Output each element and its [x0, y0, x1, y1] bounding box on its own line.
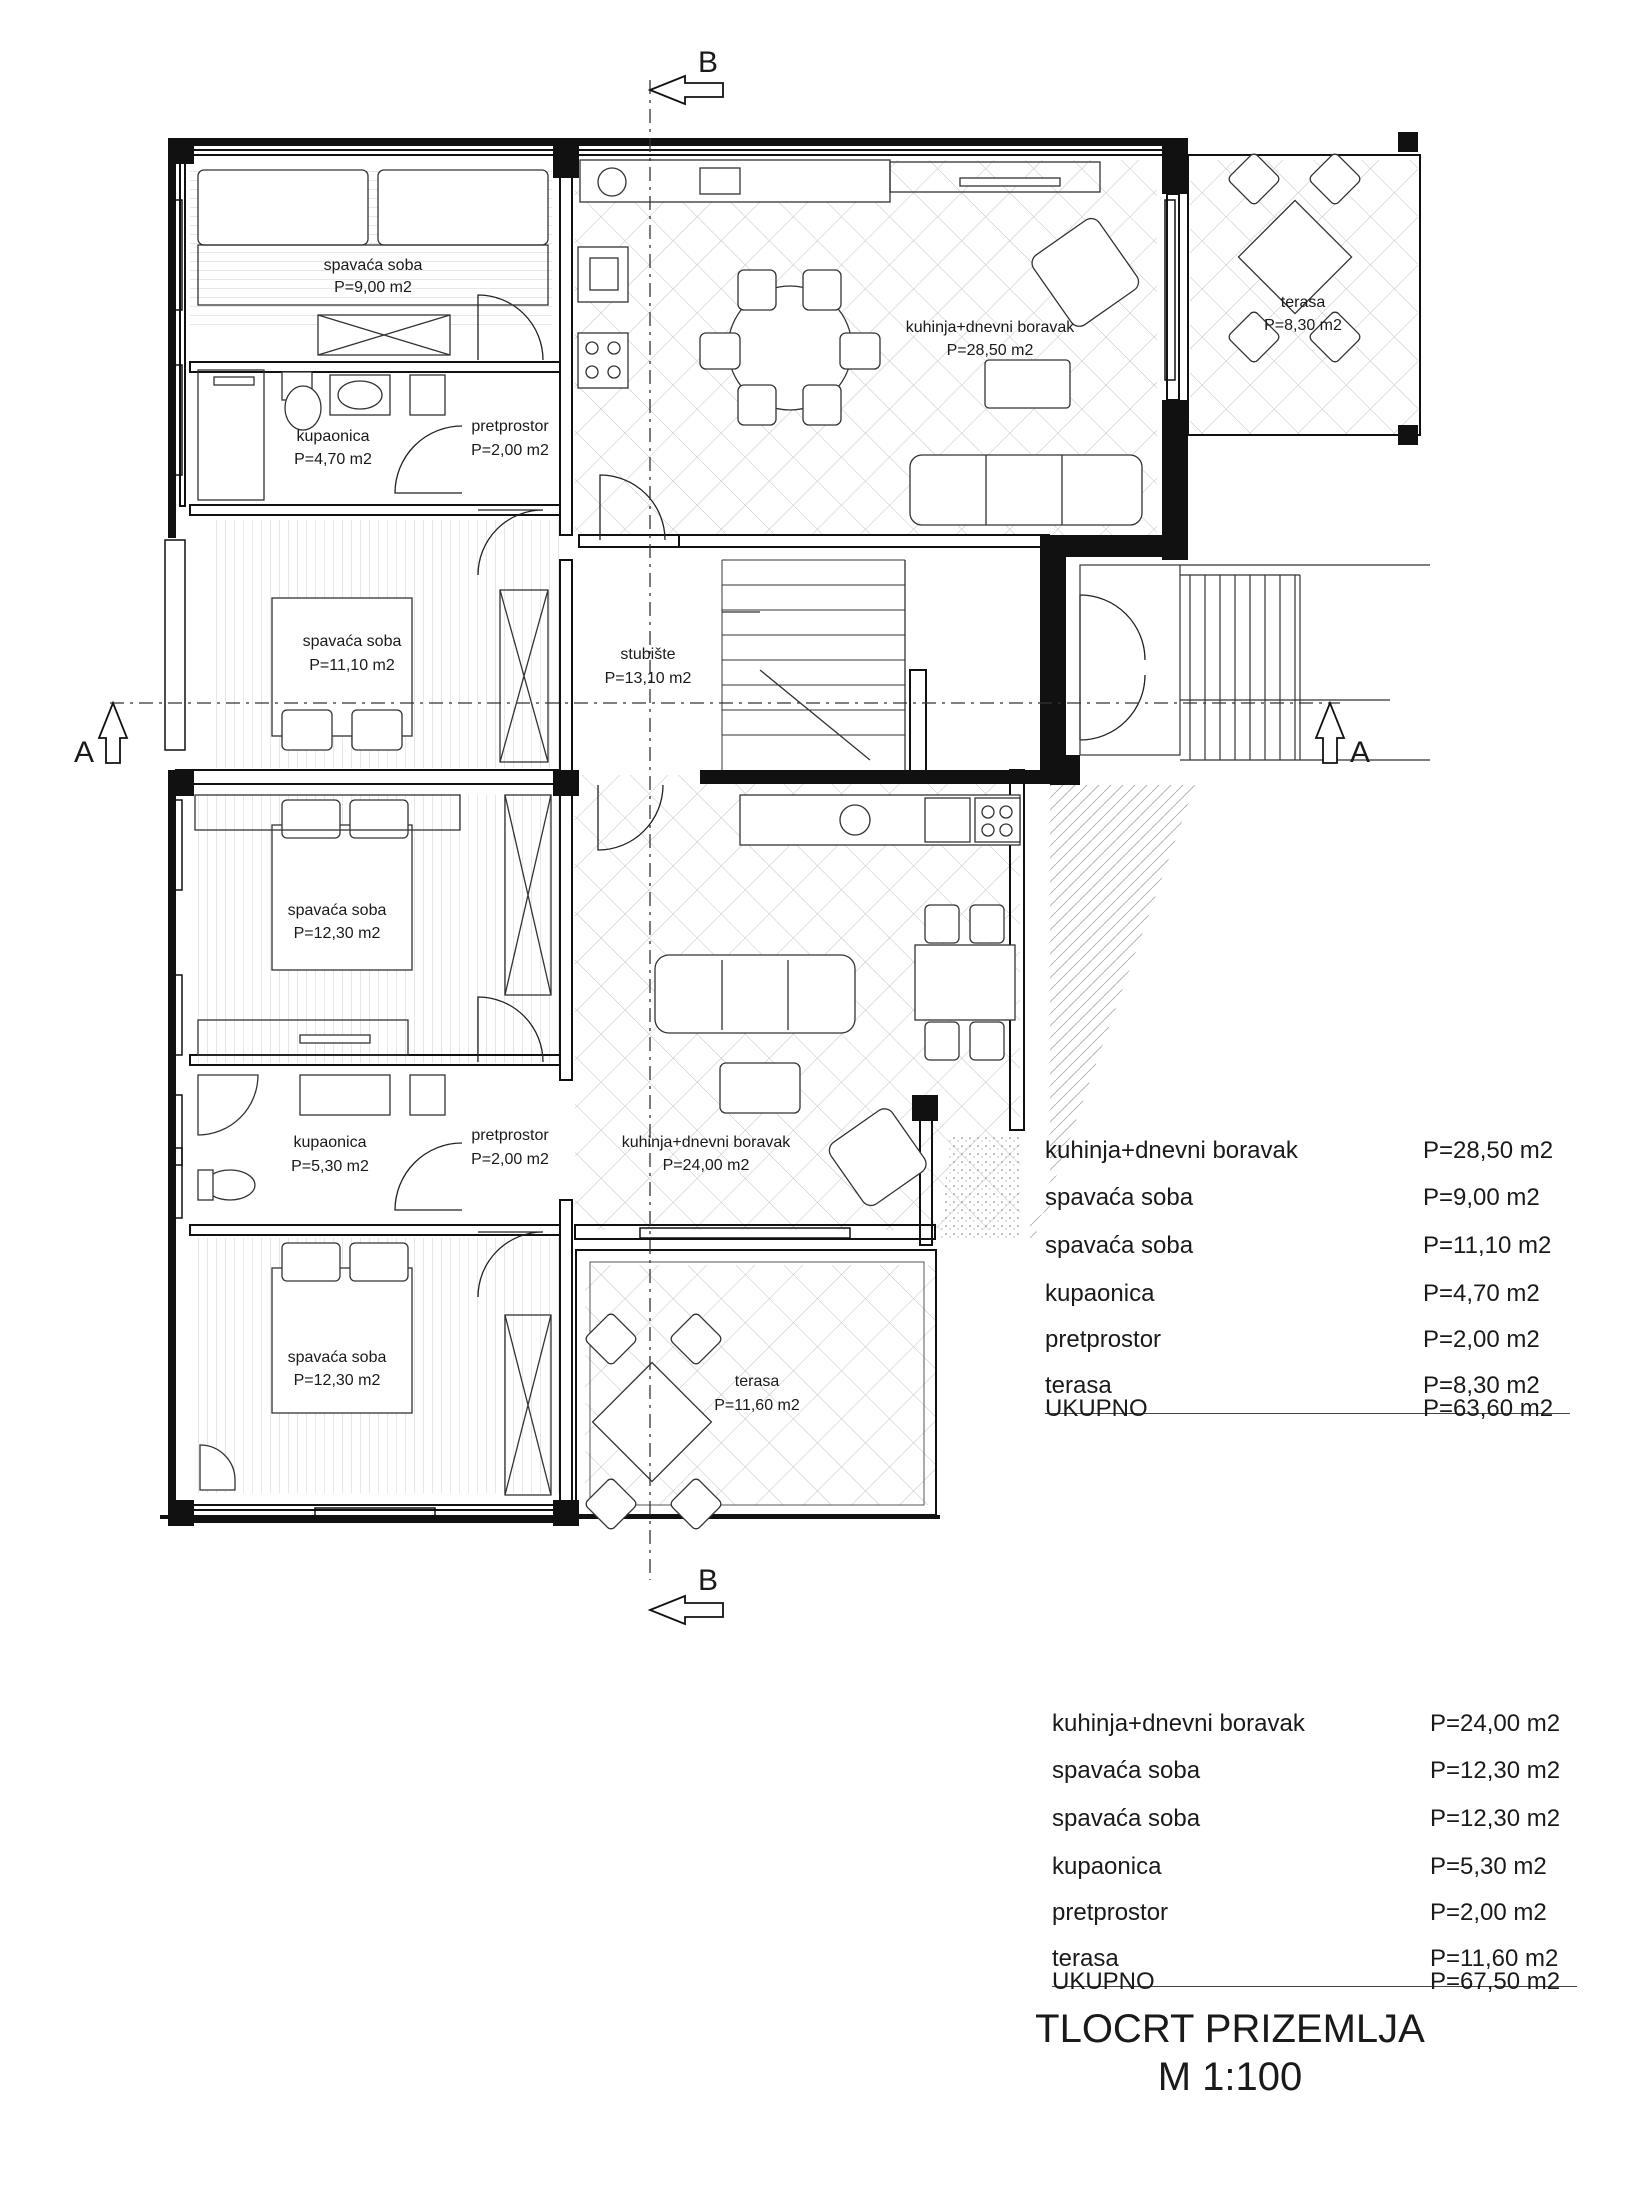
area-row [1052, 1805, 1582, 1837]
area-table-lower [1052, 1710, 1582, 1995]
area-table-upper [1045, 1137, 1575, 1422]
room-name-kitchen1: kuhinja+dnevni boravak [905, 319, 1075, 336]
entrance-stairs [1080, 565, 1430, 760]
area-row-value: P=2,00 m2 [1430, 1899, 1547, 1926]
area-row-name: kupaonica [1045, 1280, 1155, 1307]
area-row-value: P=9,00 m2 [1423, 1184, 1540, 1211]
area-row-name: spavaća soba [1045, 1184, 1194, 1211]
area-row-name: terasa [1052, 1945, 1119, 1972]
area-total-value: P=63,60 m2 [1423, 1395, 1554, 1422]
drawing-title-block [1010, 2005, 1450, 2101]
room-area-kitchen2: P=24,00 m2 [662, 1157, 750, 1174]
room-area-bed4: P=12,30 m2 [293, 1372, 381, 1389]
area-row-value: P=24,00 m2 [1430, 1710, 1561, 1737]
area-row-name: pretprostor [1045, 1326, 1162, 1353]
area-row-value: P=12,30 m2 [1430, 1757, 1561, 1784]
area-row-name: pretprostor [1052, 1899, 1169, 1926]
area-row-value: P=12,30 m2 [1430, 1805, 1561, 1832]
area-row-name: terasa [1045, 1372, 1112, 1399]
area-row [1045, 1137, 1575, 1169]
area-row-name: spavaća soba [1045, 1232, 1194, 1259]
room-area-bed1: P=9,00 m2 [334, 279, 412, 296]
section-mark-b-bottom: B [698, 1564, 719, 1597]
area-row-value: P=8,30 m2 [1423, 1372, 1540, 1399]
area-row [1045, 1280, 1575, 1312]
room-name-kitchen2: kuhinja+dnevni boravak [621, 1134, 791, 1151]
area-row-name: spavaća soba [1052, 1805, 1201, 1832]
room-name-terrace1: terasa [1280, 294, 1326, 311]
area-total-row [1045, 1395, 1575, 1427]
room-area-terrace1: P=8,30 m2 [1264, 317, 1342, 334]
area-row-value: P=4,70 m2 [1423, 1280, 1540, 1307]
drawing-scale: M 1:100 [1157, 2055, 1303, 2099]
area-row-name: spavaća soba [1052, 1757, 1201, 1784]
area-row-value: P=11,60 m2 [1430, 1945, 1559, 1972]
section-mark-b-top: B [698, 46, 719, 79]
area-row [1052, 1710, 1582, 1742]
room-name-stairs: stubište [620, 646, 676, 663]
section-mark-a-right: A [1350, 736, 1371, 769]
room-area-bath1: P=4,70 m2 [294, 451, 372, 468]
room-area-stairs: P=13,10 m2 [604, 670, 692, 687]
room-area-bed3: P=12,30 m2 [293, 925, 381, 942]
room-name-bath1: kupaonica [296, 428, 370, 445]
area-row-value: P=28,50 m2 [1423, 1137, 1554, 1164]
area-row [1052, 1899, 1582, 1931]
room-name-terrace2: terasa [734, 1373, 780, 1390]
area-row [1052, 1853, 1582, 1885]
area-total-row [1052, 1968, 1582, 2000]
room-name-bed3: spavaća soba [287, 902, 387, 919]
room-name-bed2: spavaća soba [302, 633, 402, 650]
area-total-value: P=67,50 m2 [1430, 1968, 1561, 1995]
room-name-bed1: spavaća soba [323, 257, 423, 274]
room-name-bath2: kupaonica [293, 1134, 367, 1151]
room-area-bed2: P=11,10 m2 [309, 657, 395, 674]
room-name-hall2: pretprostor [471, 1127, 549, 1144]
area-row-name: kuhinja+dnevni boravak [1045, 1137, 1298, 1164]
area-row [1045, 1326, 1575, 1358]
area-total-name: UKUPNO [1045, 1395, 1148, 1422]
area-row-value: P=2,00 m2 [1423, 1326, 1540, 1353]
room-area-hall1: P=2,00 m2 [471, 442, 549, 459]
area-total-name: UKUPNO [1052, 1968, 1155, 1995]
room-area-hall2: P=2,00 m2 [471, 1151, 549, 1168]
area-row-value: P=11,10 m2 [1423, 1232, 1552, 1259]
area-row [1045, 1184, 1575, 1216]
area-row-name: kupaonica [1052, 1853, 1162, 1880]
drawing-title: TLOCRT PRIZEMLJA [1035, 2007, 1425, 2051]
room-area-bath2: P=5,30 m2 [291, 1158, 369, 1175]
area-row-name: kuhinja+dnevni boravak [1052, 1710, 1305, 1737]
room-area-terrace2: P=11,60 m2 [714, 1397, 800, 1414]
area-row [1045, 1232, 1575, 1264]
section-mark-a-left: A [74, 736, 95, 769]
room-name-hall1: pretprostor [471, 418, 549, 435]
area-row [1052, 1757, 1582, 1789]
room-name-bed4: spavaća soba [287, 1349, 387, 1366]
area-row-value: P=5,30 m2 [1430, 1853, 1547, 1880]
room-area-kitchen1: P=28,50 m2 [946, 342, 1034, 359]
